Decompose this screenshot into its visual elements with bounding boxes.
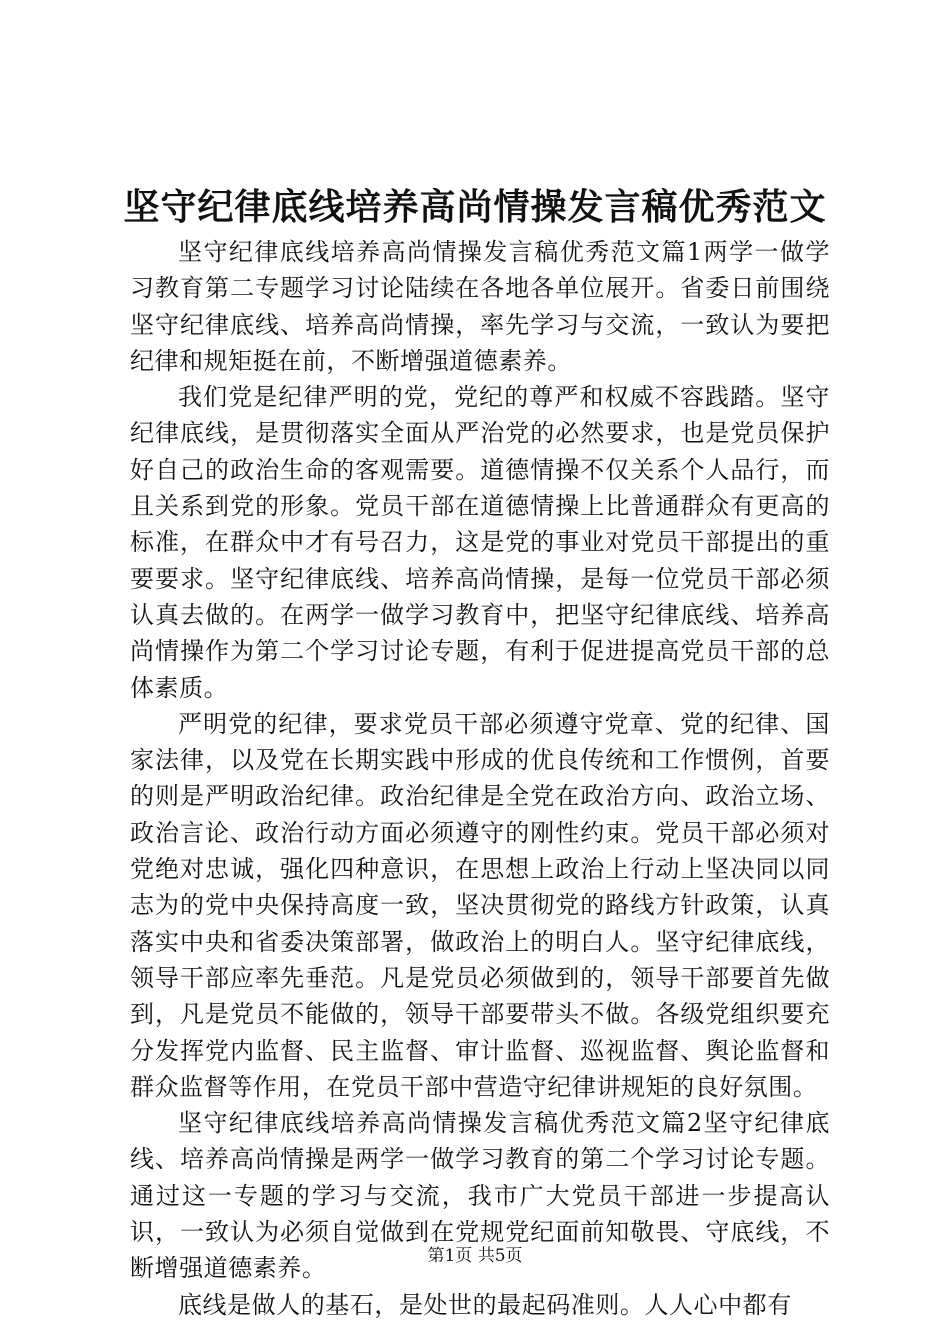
paragraph: 坚守纪律底线培养高尚情操发言稿优秀范文篇2坚守纪律底线、培养高尚情操是两学一做学习教育的第二个学习讨论专题。通过这一专题的学习与交流，我市广大党员干部进一步提高认识，一致认为必须自觉做到在党规党纪面前知敬畏、守底线，不断增强道德素养。	[130, 1109, 830, 1283]
paragraph: 我们党是纪律严明的党，党纪的尊严和权威不容践踏。坚守纪律底线，是贯彻落实全面从严治党的必然要求，也是党员保护好自己的政治生命的客观需要。道德情操不仅关系个人品行，而且关系到党的形象。党员干部在道德情操上比普通群众有更高的标准，在群众中才有号召力，这是党的事业对党员干部提出的重要要求。坚守纪律底线、培养高尚情操，是每一位党员干部必须认真去做的。在两学一做学习教育中，把坚守纪律底线、培养高尚情操作为第二个学习讨论专题，有利于促进提高党员干部的总体素质。	[130, 383, 830, 702]
paragraph: 底线是做人的基石，是处世的最起码准则。人人心中都有	[178, 1290, 792, 1319]
document-title: 坚守纪律底线培养高尚情操发言稿优秀范文	[123, 186, 827, 228]
paragraph: 坚守纪律底线培养高尚情操发言稿优秀范文篇1两学一做学习教育第二专题学习讨论陆续在各地各单位展开。省委日前围绕坚守纪律底线、培养高尚情操，率先学习与交流，一致认为要把纪律和规矩挺在前，不断增强道德素养。	[130, 238, 830, 375]
page-footer: 第1页 共5页	[427, 1246, 523, 1266]
document-body	[130, 234, 830, 1323]
paragraph: 严明党的纪律，要求党员干部必须遵守党章、党的纪律、国家法律，以及党在长期实践中形成的优良传统和工作惯例，首要的则是严明政治纪律。政治纪律是全党在政治方向、政治立场、政治言论、政治行动方面必须遵守的刚性约束。党员干部必须对党绝对忠诚，强化四种意识，在思想上政治上行动上坚决同以同志为的党中央保持高度一致，坚决贯彻党的路线方针政策，认真落实中央和省委决策部署，做政治上的明白人。坚守纪律底线，领导干部应率先垂范。凡是党员必须做到的，领导干部要首先做到，凡是党员不能做的，领导干部要带头不做。各级党组织要充分发挥党内监督、民主监督、审计监督、巡视监督、舆论监督和群众监督等作用，在党员干部中营造守纪律讲规矩的良好氛围。	[130, 709, 830, 1101]
